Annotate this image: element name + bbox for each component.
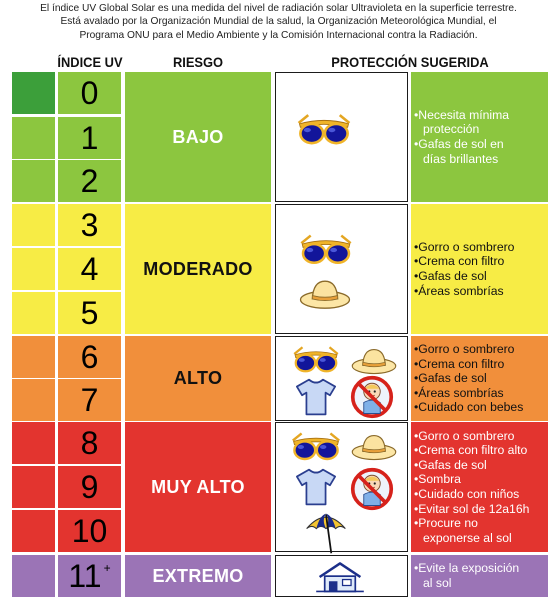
sun-hat-icon [298,275,352,311]
protection-item: •Gafas de sol en [414,137,504,151]
intro-line-1: El índice UV Global Solar es una medida del nivel de radiación solar Ultravioleta en la superficie terrestre. [40,3,517,14]
protection-item: exponerse al sol [423,530,512,545]
house-icon [312,560,368,594]
uv-index-value [58,379,121,421]
protection-icons [275,336,408,421]
protection-item: •Gorro o sombrero [414,239,515,254]
protection-item: •Procure no [414,516,478,531]
protection-item: •Cuidado con bebes [414,400,524,415]
uv-index-number: 9 [80,469,99,505]
uv-swatch [12,422,55,464]
uv-index-number: 5 [80,295,99,331]
uv-index-number: 7 [80,382,99,418]
protection-item: •Crema con filtro [414,356,505,371]
no-baby-icon [350,375,394,419]
sun-hat-icon [348,431,400,461]
protection-item: •Gafas de sol [414,371,487,386]
risk-level-muy-alto: MUY ALTO [125,422,271,552]
header-risk: RIESGO [172,54,224,70]
uv-swatch [12,292,55,334]
protection-item: •Necesita mínima [414,107,510,122]
t-shirt-icon [294,377,338,417]
protection-item: •Evitar sol de 12a16h [414,501,530,516]
uv-swatch [12,466,55,508]
risk-level-alto: ALTO [125,336,271,421]
protection-item: •Sombra [414,472,461,487]
protection-icons [275,72,408,202]
uv-swatch [12,160,55,202]
risk-level-extremo: EXTREMO [125,555,271,597]
uv-index-number: 1 [80,120,99,156]
protection-item: •Áreas sombrías [414,283,504,298]
protection-item: •Áreas sombrías [414,385,504,400]
uv-index-value [58,204,121,246]
protection-item: •Gafas de sol [414,457,487,472]
protection-list [411,422,548,552]
protection-list [411,204,548,334]
uv-index-value [58,466,121,508]
risk-level-bajo: BAJO [125,72,271,202]
protection-item: •Crema con filtro alto [414,443,528,458]
protection-item: •Gafas de sol [414,269,487,283]
protection-icons [275,555,408,597]
intro-line-3: Programa ONU para el Medio Ambiente y la Comisión Internacional contra la Radiación. [79,29,478,41]
intro-text [6,2,551,42]
uv-index-value [58,72,121,114]
uv-index-number: 4 [80,251,99,287]
sun-hat-icon [348,345,400,375]
sunglasses-icon [290,345,342,375]
uv-index-number: 2 [80,163,99,199]
no-baby-icon [350,467,394,511]
sunglasses-icon [296,111,352,149]
uv-swatch [12,248,55,290]
sunglasses-icon [298,233,354,267]
uv-swatch [12,555,55,597]
protection-item: al sol [423,576,452,590]
uv-index-value [58,510,121,552]
uv-swatch [12,510,55,552]
t-shirt-icon [294,467,338,507]
header-protection: PROTECCIÓN SUGERIDA [331,54,489,70]
uv-index-value [58,248,121,290]
protection-item: •Cuidado con niños [414,487,520,501]
uv-swatch [12,204,55,246]
uv-swatch [12,72,55,114]
uv-index-number: 0 [80,75,99,111]
protection-item: días brillantes [423,151,499,166]
protection-icons [275,422,408,552]
protection-item: •Evite la exposición [414,561,520,576]
uv-index-value [58,292,121,334]
protection-list [411,555,548,597]
risk-level-moderado: MODERADO [125,204,271,334]
protection-icons [275,204,408,334]
uv-index-value [58,555,121,597]
uv-index-value [58,336,121,378]
uv-swatch [12,379,55,421]
intro-line-2: Está avalado por la Organización Mundial de la salud, la Organización Meteorológica Mundial, el [60,16,497,28]
uv-index-value [58,160,121,202]
protection-list [411,72,548,202]
uv-index-value [58,422,121,464]
uv-index-number: 11 [68,558,102,594]
uv-index-number: 8 [80,425,99,461]
beach-umbrella-icon [304,511,348,555]
protection-list [411,336,548,421]
uv-index-number: 3 [80,207,99,243]
header-index: ÍNDICE UV [57,54,123,70]
protection-item: •Gorro o sombrero [414,342,515,357]
protection-item: •Gorro o sombrero [414,428,515,443]
uv-index-number: 6 [80,339,99,375]
sunglasses-icon [290,431,342,463]
protection-item: protección [423,122,480,137]
uv-swatch [12,336,55,378]
uv-index-plus: + [103,561,111,575]
uv-index-value [58,117,121,159]
uv-swatch [12,117,55,159]
protection-item: •Crema con filtro [414,254,505,269]
uv-index-number: 10 [71,513,108,549]
